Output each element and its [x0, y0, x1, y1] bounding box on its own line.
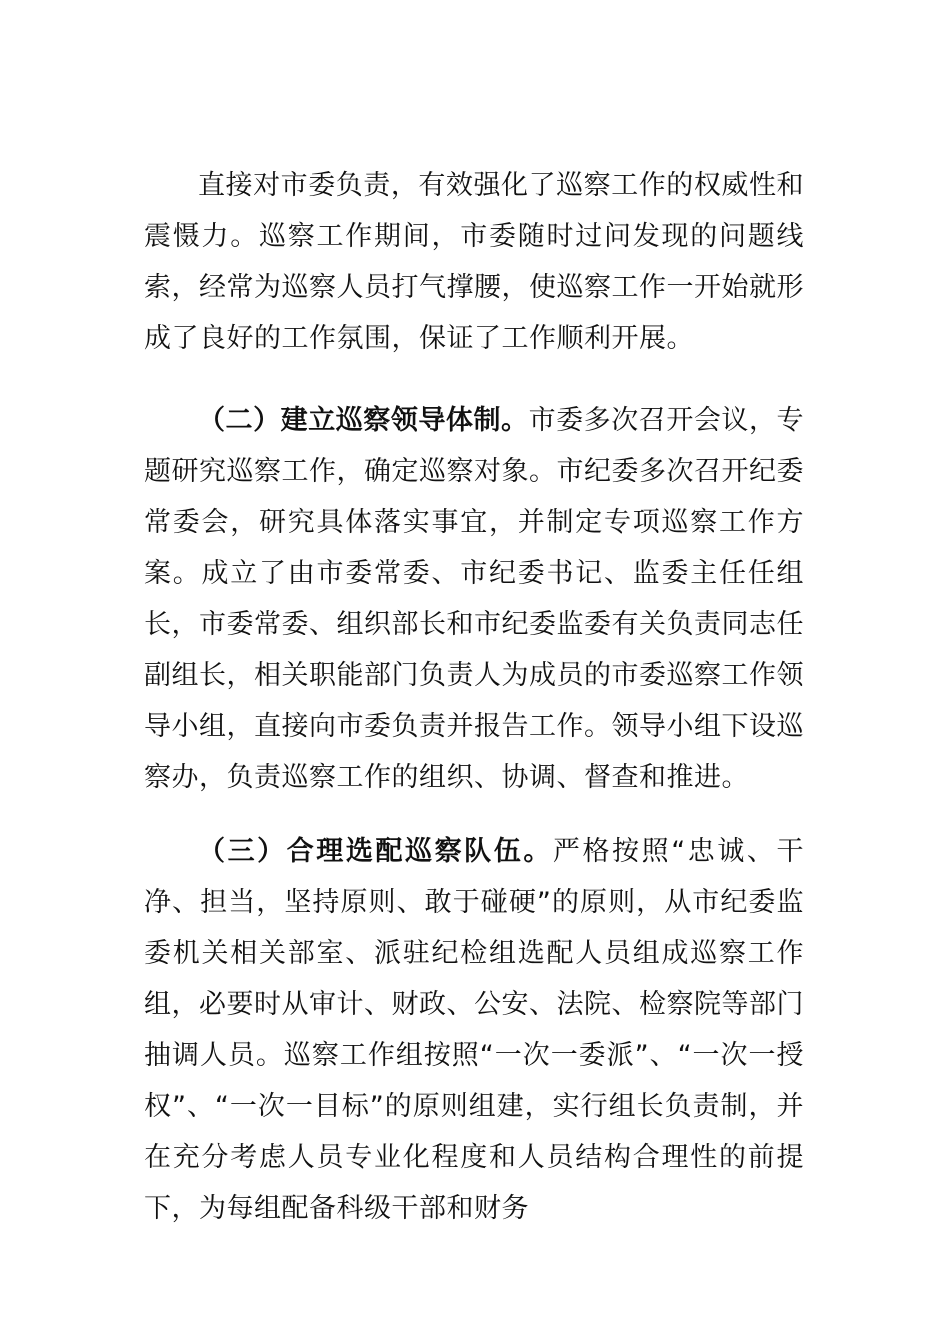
paragraph-3	[144, 826, 804, 1234]
paragraph-3-heading: （三）合理选配巡察队伍。	[198, 836, 553, 867]
paragraph-2-text: 市委多次召开会议，专题研究巡察工作，确定巡察对象。市纪委多次召开纪委常委会，研究具体落实事宜，并制定专项巡察工作方案。成立了由市委常委、市纪委书记、监委主任任组长，市委常委、组织部长和市纪委监委有关负责同志任副组长，相关职能部门负责人为成员的市委巡察工作领导小组，直接向市委负责并报告工作。领导小组下设巡察办，负责巡察工作的组织、协调、督查和推进。	[144, 405, 805, 793]
paragraph-2-heading: （二）建立巡察领导体制。	[198, 405, 529, 436]
paragraph-3-text: 严格按照“忠诚、干净、担当，坚持原则、敢于碰硬”的原则，从市纪委监委机关相关部室、派驻纪检组选配人员组成巡察工作组，必要时从审计、财政、公安、法院、检察院等部门抽调人员。巡察工作组按照“一次一委派”、“一次一授权”、“一次一目标”的原则组建，实行组长负责制，并在充分考虑人员专业化程度和人员结构合理性的前提下，为每组配备科级干部和财务	[144, 836, 804, 1224]
paragraph-2	[144, 395, 804, 803]
paragraph-1	[144, 160, 804, 364]
paragraph-1-text: 直接对市委负责，有效强化了巡察工作的权威性和震慑力。巡察工作期间，市委随时过问发现的问题线索，经常为巡察人员打气撑腰，使巡察工作一开始就形成了良好的工作氛围，保证了工作顺利开展。	[144, 170, 804, 354]
